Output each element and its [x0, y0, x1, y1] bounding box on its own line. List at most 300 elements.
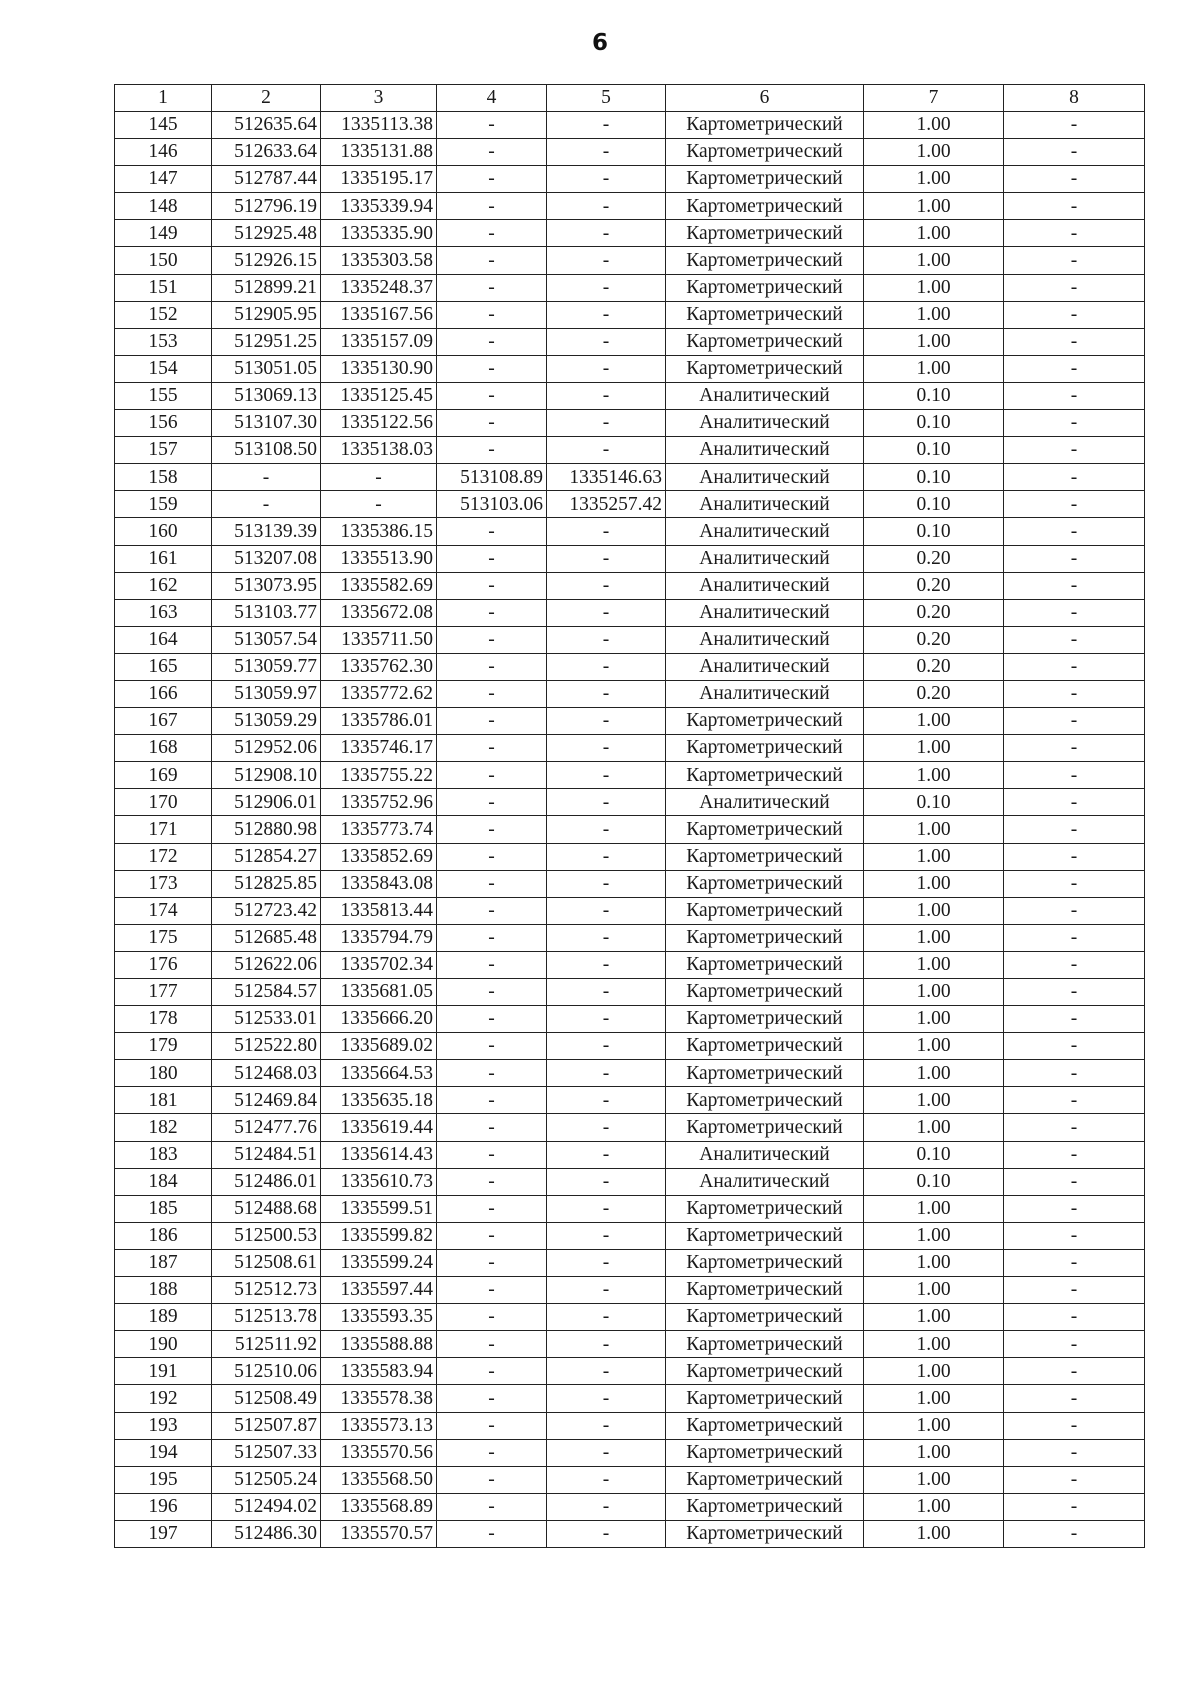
y-coordinate-cell: 1335568.89	[321, 1493, 437, 1520]
point-number-cell: 153	[115, 328, 212, 355]
y-coordinate-cell: 1335755.22	[321, 762, 437, 789]
column-header: 8	[1004, 85, 1145, 112]
table-row	[115, 653, 1145, 680]
method-cell: Картометрический	[666, 816, 864, 843]
y-coordinate-cell: 1335772.62	[321, 680, 437, 707]
description-cell: -	[1004, 599, 1145, 626]
table-row	[115, 545, 1145, 572]
x-new-cell: -	[437, 1493, 547, 1520]
point-number-cell: 161	[115, 545, 212, 572]
x-new-cell: -	[437, 653, 547, 680]
x-new-cell: -	[437, 1412, 547, 1439]
method-cell: Картометрический	[666, 708, 864, 735]
method-cell: Картометрический	[666, 166, 864, 193]
x-coordinate-cell: 512787.44	[212, 166, 321, 193]
y-coordinate-cell: 1335852.69	[321, 843, 437, 870]
y-new-cell: -	[547, 545, 666, 572]
method-cell: Картометрический	[666, 1277, 864, 1304]
accuracy-cell: 1.00	[864, 1385, 1004, 1412]
table-row	[115, 1493, 1145, 1520]
x-coordinate-cell: 512508.61	[212, 1249, 321, 1276]
description-cell: -	[1004, 1385, 1145, 1412]
y-coordinate-cell: 1335131.88	[321, 139, 437, 166]
accuracy-cell: 0.10	[864, 382, 1004, 409]
y-new-cell: -	[547, 193, 666, 220]
x-new-cell: -	[437, 1060, 547, 1087]
x-coordinate-cell: 512685.48	[212, 924, 321, 951]
accuracy-cell: 1.00	[864, 1087, 1004, 1114]
x-new-cell: -	[437, 166, 547, 193]
accuracy-cell: 0.10	[864, 518, 1004, 545]
x-coordinate-cell: 512511.92	[212, 1331, 321, 1358]
point-number-cell: 182	[115, 1114, 212, 1141]
accuracy-cell: 0.20	[864, 599, 1004, 626]
method-cell: Картометрический	[666, 951, 864, 978]
method-cell: Картометрический	[666, 762, 864, 789]
method-cell: Картометрический	[666, 139, 864, 166]
y-new-cell: -	[547, 1358, 666, 1385]
table-row	[115, 1033, 1145, 1060]
x-coordinate-cell: -	[212, 491, 321, 518]
table-row	[115, 382, 1145, 409]
x-new-cell: -	[437, 951, 547, 978]
table-row	[115, 112, 1145, 139]
x-coordinate-cell: 513108.50	[212, 437, 321, 464]
description-cell: -	[1004, 708, 1145, 735]
y-new-cell: -	[547, 1222, 666, 1249]
point-number-cell: 178	[115, 1006, 212, 1033]
method-cell: Картометрический	[666, 112, 864, 139]
method-cell: Аналитический	[666, 437, 864, 464]
accuracy-cell: 1.00	[864, 1412, 1004, 1439]
y-coordinate-cell: 1335157.09	[321, 328, 437, 355]
point-number-cell: 158	[115, 464, 212, 491]
x-new-cell: -	[437, 112, 547, 139]
x-coordinate-cell: 512486.01	[212, 1168, 321, 1195]
point-number-cell: 190	[115, 1331, 212, 1358]
description-cell: -	[1004, 382, 1145, 409]
table-row	[115, 1277, 1145, 1304]
y-coordinate-cell: 1335113.38	[321, 112, 437, 139]
point-number-cell: 181	[115, 1087, 212, 1114]
table-row	[115, 924, 1145, 951]
y-new-cell: -	[547, 1114, 666, 1141]
y-coordinate-cell: 1335773.74	[321, 816, 437, 843]
description-cell: -	[1004, 518, 1145, 545]
method-cell: Картометрический	[666, 301, 864, 328]
y-coordinate-cell: 1335599.51	[321, 1195, 437, 1222]
point-number-cell: 145	[115, 112, 212, 139]
y-new-cell: -	[547, 897, 666, 924]
accuracy-cell: 1.00	[864, 816, 1004, 843]
x-new-cell: -	[437, 897, 547, 924]
y-new-cell: 1335257.42	[547, 491, 666, 518]
y-coordinate-cell: 1335786.01	[321, 708, 437, 735]
method-cell: Картометрический	[666, 979, 864, 1006]
table-row	[115, 220, 1145, 247]
accuracy-cell: 1.00	[864, 1114, 1004, 1141]
method-cell: Картометрический	[666, 897, 864, 924]
x-new-cell: -	[437, 247, 547, 274]
y-new-cell: -	[547, 1466, 666, 1493]
accuracy-cell: 1.00	[864, 1520, 1004, 1547]
x-new-cell: -	[437, 1222, 547, 1249]
y-new-cell: -	[547, 1249, 666, 1276]
point-number-cell: 168	[115, 735, 212, 762]
method-cell: Аналитический	[666, 410, 864, 437]
accuracy-cell: 1.00	[864, 1358, 1004, 1385]
accuracy-cell: 1.00	[864, 1249, 1004, 1276]
table-row	[115, 1060, 1145, 1087]
point-number-cell: 184	[115, 1168, 212, 1195]
x-coordinate-cell: 512905.95	[212, 301, 321, 328]
description-cell: -	[1004, 1249, 1145, 1276]
point-number-cell: 152	[115, 301, 212, 328]
method-cell: Картометрический	[666, 1304, 864, 1331]
method-cell: Аналитический	[666, 1168, 864, 1195]
y-coordinate-cell: 1335597.44	[321, 1277, 437, 1304]
x-coordinate-cell: 513107.30	[212, 410, 321, 437]
y-coordinate-cell: 1335303.58	[321, 247, 437, 274]
table-row	[115, 762, 1145, 789]
x-new-cell: -	[437, 139, 547, 166]
point-number-cell: 147	[115, 166, 212, 193]
x-coordinate-cell: 512925.48	[212, 220, 321, 247]
table-body	[115, 85, 1145, 1548]
y-coordinate-cell: 1335582.69	[321, 572, 437, 599]
method-cell: Картометрический	[666, 1439, 864, 1466]
column-header: 4	[437, 85, 547, 112]
x-coordinate-cell: 512723.42	[212, 897, 321, 924]
method-cell: Аналитический	[666, 518, 864, 545]
table-row	[115, 1520, 1145, 1547]
x-new-cell: -	[437, 1520, 547, 1547]
x-new-cell: -	[437, 789, 547, 816]
y-coordinate-cell: 1335599.24	[321, 1249, 437, 1276]
x-new-cell: -	[437, 924, 547, 951]
y-new-cell: -	[547, 843, 666, 870]
page-number: 6	[591, 30, 608, 56]
description-cell: -	[1004, 924, 1145, 951]
accuracy-cell: 1.00	[864, 1060, 1004, 1087]
y-coordinate-cell: 1335578.38	[321, 1385, 437, 1412]
x-new-cell: -	[437, 1006, 547, 1033]
x-new-cell: -	[437, 193, 547, 220]
point-number-cell: 169	[115, 762, 212, 789]
table-row	[115, 518, 1145, 545]
accuracy-cell: 1.00	[864, 166, 1004, 193]
accuracy-cell: 1.00	[864, 1466, 1004, 1493]
table-row	[115, 1168, 1145, 1195]
description-cell: -	[1004, 789, 1145, 816]
method-cell: Аналитический	[666, 464, 864, 491]
description-cell: -	[1004, 1466, 1145, 1493]
x-coordinate-cell: 512533.01	[212, 1006, 321, 1033]
point-number-cell: 160	[115, 518, 212, 545]
point-number-cell: 193	[115, 1412, 212, 1439]
x-coordinate-cell: 512507.87	[212, 1412, 321, 1439]
x-coordinate-cell: 512854.27	[212, 843, 321, 870]
y-coordinate-cell: 1335583.94	[321, 1358, 437, 1385]
y-coordinate-cell: 1335610.73	[321, 1168, 437, 1195]
y-coordinate-cell: 1335762.30	[321, 653, 437, 680]
method-cell: Аналитический	[666, 599, 864, 626]
table-header-row	[115, 85, 1145, 112]
y-new-cell: -	[547, 301, 666, 328]
method-cell: Аналитический	[666, 382, 864, 409]
y-new-cell: -	[547, 951, 666, 978]
method-cell: Картометрический	[666, 1006, 864, 1033]
method-cell: Картометрический	[666, 924, 864, 951]
table-row	[115, 1385, 1145, 1412]
point-number-cell: 175	[115, 924, 212, 951]
table-row	[115, 1006, 1145, 1033]
accuracy-cell: 1.00	[864, 1006, 1004, 1033]
x-coordinate-cell: 513059.29	[212, 708, 321, 735]
table-row	[115, 193, 1145, 220]
point-number-cell: 196	[115, 1493, 212, 1520]
y-coordinate-cell: 1335746.17	[321, 735, 437, 762]
x-coordinate-cell: 512469.84	[212, 1087, 321, 1114]
table-row	[115, 1466, 1145, 1493]
description-cell: -	[1004, 464, 1145, 491]
accuracy-cell: 1.00	[864, 193, 1004, 220]
x-new-cell: -	[437, 382, 547, 409]
x-coordinate-cell: 512505.24	[212, 1466, 321, 1493]
table-row	[115, 816, 1145, 843]
x-new-cell: -	[437, 599, 547, 626]
y-new-cell: -	[547, 626, 666, 653]
y-coordinate-cell: 1335130.90	[321, 355, 437, 382]
table-row	[115, 599, 1145, 626]
y-new-cell: -	[547, 789, 666, 816]
x-new-cell: -	[437, 1466, 547, 1493]
y-new-cell: -	[547, 1195, 666, 1222]
x-coordinate-cell: 512512.73	[212, 1277, 321, 1304]
y-coordinate-cell: 1335681.05	[321, 979, 437, 1006]
method-cell: Картометрический	[666, 1195, 864, 1222]
accuracy-cell: 0.10	[864, 491, 1004, 518]
column-header: 1	[115, 85, 212, 112]
y-coordinate-cell: 1335593.35	[321, 1304, 437, 1331]
point-number-cell: 167	[115, 708, 212, 735]
point-number-cell: 180	[115, 1060, 212, 1087]
description-cell: -	[1004, 1412, 1145, 1439]
x-coordinate-cell: 513069.13	[212, 382, 321, 409]
table-row	[115, 680, 1145, 707]
point-number-cell: 177	[115, 979, 212, 1006]
table-row	[115, 166, 1145, 193]
method-cell: Картометрический	[666, 355, 864, 382]
accuracy-cell: 1.00	[864, 1033, 1004, 1060]
y-coordinate-cell: 1335794.79	[321, 924, 437, 951]
y-coordinate-cell: 1335711.50	[321, 626, 437, 653]
x-coordinate-cell: 512622.06	[212, 951, 321, 978]
table-row	[115, 491, 1145, 518]
accuracy-cell: 0.20	[864, 545, 1004, 572]
y-new-cell: -	[547, 139, 666, 166]
table-row	[115, 1249, 1145, 1276]
x-coordinate-cell: 513051.05	[212, 355, 321, 382]
x-new-cell: -	[437, 301, 547, 328]
y-coordinate-cell: 1335195.17	[321, 166, 437, 193]
x-new-cell: -	[437, 220, 547, 247]
y-new-cell: -	[547, 1439, 666, 1466]
description-cell: -	[1004, 1195, 1145, 1222]
description-cell: -	[1004, 166, 1145, 193]
x-new-cell: -	[437, 1277, 547, 1304]
description-cell: -	[1004, 735, 1145, 762]
column-header: 6	[666, 85, 864, 112]
column-header: 7	[864, 85, 1004, 112]
table-row	[115, 843, 1145, 870]
accuracy-cell: 1.00	[864, 112, 1004, 139]
y-coordinate-cell: 1335588.88	[321, 1331, 437, 1358]
table-row	[115, 274, 1145, 301]
x-new-cell: -	[437, 355, 547, 382]
x-coordinate-cell: 513059.77	[212, 653, 321, 680]
table-row	[115, 1087, 1145, 1114]
description-cell: -	[1004, 1006, 1145, 1033]
y-coordinate-cell: 1335248.37	[321, 274, 437, 301]
y-coordinate-cell: 1335843.08	[321, 870, 437, 897]
table-row	[115, 410, 1145, 437]
method-cell: Аналитический	[666, 653, 864, 680]
table-row	[115, 464, 1145, 491]
x-coordinate-cell: 512522.80	[212, 1033, 321, 1060]
description-cell: -	[1004, 762, 1145, 789]
point-number-cell: 162	[115, 572, 212, 599]
x-coordinate-cell: 512494.02	[212, 1493, 321, 1520]
column-header: 2	[212, 85, 321, 112]
y-new-cell: -	[547, 274, 666, 301]
y-coordinate-cell: 1335614.43	[321, 1141, 437, 1168]
x-coordinate-cell: 513073.95	[212, 572, 321, 599]
accuracy-cell: 1.00	[864, 328, 1004, 355]
y-coordinate-cell: 1335619.44	[321, 1114, 437, 1141]
table-row	[115, 139, 1145, 166]
y-coordinate-cell: 1335689.02	[321, 1033, 437, 1060]
x-new-cell: -	[437, 1331, 547, 1358]
method-cell: Картометрический	[666, 870, 864, 897]
x-coordinate-cell: 512477.76	[212, 1114, 321, 1141]
accuracy-cell: 1.00	[864, 979, 1004, 1006]
y-new-cell: -	[547, 1141, 666, 1168]
y-coordinate-cell: 1335752.96	[321, 789, 437, 816]
point-number-cell: 173	[115, 870, 212, 897]
table-row	[115, 572, 1145, 599]
description-cell: -	[1004, 1060, 1145, 1087]
description-cell: -	[1004, 1168, 1145, 1195]
y-coordinate-cell: 1335568.50	[321, 1466, 437, 1493]
y-coordinate-cell: 1335513.90	[321, 545, 437, 572]
method-cell: Картометрический	[666, 1385, 864, 1412]
description-cell: -	[1004, 1087, 1145, 1114]
table-row	[115, 735, 1145, 762]
x-coordinate-cell: 513207.08	[212, 545, 321, 572]
x-new-cell: -	[437, 762, 547, 789]
x-coordinate-cell: 512796.19	[212, 193, 321, 220]
description-cell: -	[1004, 870, 1145, 897]
method-cell: Аналитический	[666, 680, 864, 707]
x-coordinate-cell: 512899.21	[212, 274, 321, 301]
x-new-cell: -	[437, 1385, 547, 1412]
table-row	[115, 979, 1145, 1006]
description-cell: -	[1004, 572, 1145, 599]
accuracy-cell: 0.10	[864, 1168, 1004, 1195]
coordinates-table	[114, 84, 1145, 1548]
x-coordinate-cell: 512926.15	[212, 247, 321, 274]
method-cell: Картометрический	[666, 735, 864, 762]
method-cell: Картометрический	[666, 247, 864, 274]
method-cell: Картометрический	[666, 843, 864, 870]
x-new-cell: -	[437, 1168, 547, 1195]
point-number-cell: 150	[115, 247, 212, 274]
description-cell: -	[1004, 1358, 1145, 1385]
method-cell: Картометрический	[666, 1249, 864, 1276]
description-cell: -	[1004, 301, 1145, 328]
description-cell: -	[1004, 1331, 1145, 1358]
table-row	[115, 1439, 1145, 1466]
accuracy-cell: 1.00	[864, 708, 1004, 735]
table-row	[115, 1114, 1145, 1141]
description-cell: -	[1004, 979, 1145, 1006]
accuracy-cell: 1.00	[864, 1439, 1004, 1466]
point-number-cell: 151	[115, 274, 212, 301]
x-new-cell: -	[437, 1249, 547, 1276]
method-cell: Картометрический	[666, 274, 864, 301]
accuracy-cell: 1.00	[864, 1195, 1004, 1222]
method-cell: Аналитический	[666, 789, 864, 816]
y-coordinate-cell: 1335702.34	[321, 951, 437, 978]
point-number-cell: 194	[115, 1439, 212, 1466]
y-coordinate-cell: 1335138.03	[321, 437, 437, 464]
description-cell: -	[1004, 545, 1145, 572]
x-new-cell: -	[437, 1439, 547, 1466]
point-number-cell: 186	[115, 1222, 212, 1249]
accuracy-cell: 1.00	[864, 301, 1004, 328]
description-cell: -	[1004, 680, 1145, 707]
table-row	[115, 247, 1145, 274]
accuracy-cell: 1.00	[864, 1277, 1004, 1304]
x-new-cell: -	[437, 870, 547, 897]
method-cell: Картометрический	[666, 1060, 864, 1087]
point-number-cell: 149	[115, 220, 212, 247]
description-cell: -	[1004, 274, 1145, 301]
y-coordinate-cell: 1335813.44	[321, 897, 437, 924]
x-coordinate-cell: 512635.64	[212, 112, 321, 139]
description-cell: -	[1004, 653, 1145, 680]
accuracy-cell: 0.10	[864, 464, 1004, 491]
description-cell: -	[1004, 112, 1145, 139]
x-coordinate-cell: 512952.06	[212, 735, 321, 762]
table-row	[115, 789, 1145, 816]
x-coordinate-cell: 512908.10	[212, 762, 321, 789]
x-coordinate-cell: -	[212, 464, 321, 491]
accuracy-cell: 1.00	[864, 870, 1004, 897]
accuracy-cell: 1.00	[864, 924, 1004, 951]
x-new-cell: -	[437, 572, 547, 599]
y-coordinate-cell: -	[321, 464, 437, 491]
x-new-cell: -	[437, 680, 547, 707]
description-cell: -	[1004, 1439, 1145, 1466]
y-coordinate-cell: 1335666.20	[321, 1006, 437, 1033]
accuracy-cell: 1.00	[864, 139, 1004, 166]
y-new-cell: -	[547, 220, 666, 247]
accuracy-cell: 0.20	[864, 572, 1004, 599]
method-cell: Аналитический	[666, 491, 864, 518]
point-number-cell: 185	[115, 1195, 212, 1222]
